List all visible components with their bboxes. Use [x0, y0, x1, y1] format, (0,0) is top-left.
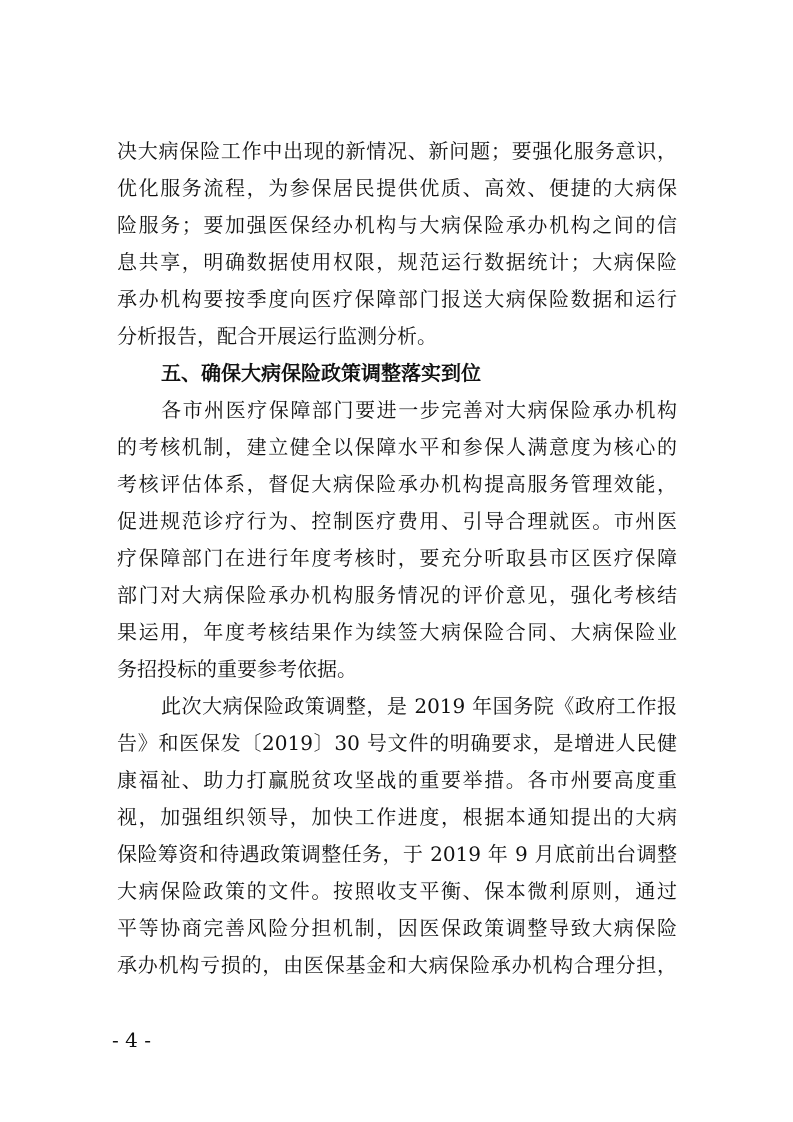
text-line: 务招投标的重要参考依据。	[117, 657, 357, 681]
text-line: 承办机构亏损的，由医保基金和大病保险承办机构合理分担，	[117, 953, 677, 977]
body-text	[117, 133, 677, 984]
page-number: - 4 -	[112, 1028, 151, 1052]
text-line: 疗保障部门在进行年度考核时，要充分听取县市区医疗保障	[117, 546, 677, 570]
text-line: 承办机构要按季度向医疗保障部门报送大病保险数据和运行	[117, 287, 677, 311]
text-line: 考核评估体系，督促大病保险承办机构提高服务管理效能，	[117, 472, 677, 496]
text-line: 视，加强组织领导，加快工作进度，根据本通知提出的大病	[117, 805, 677, 829]
text-line: 优化服务流程，为参保居民提供优质、高效、便捷的大病保	[117, 176, 677, 200]
text-line: 分析报告，配合开展运行监测分析。	[117, 324, 437, 348]
text-line: 此次大病保险政策调整，是 2019 年国务院《政府工作报	[161, 694, 677, 718]
text-line: 险服务；要加强医保经办机构与大病保险承办机构之间的信	[117, 213, 677, 237]
text-line: 果运用，年度考核结果作为续签大病保险合同、大病保险业	[117, 620, 677, 644]
section-heading: 五、确保大病保险政策调整落实到位	[161, 361, 481, 385]
text-line: 大病保险政策的文件。按照收支平衡、保本微利原则，通过	[117, 879, 677, 903]
text-line: 决大病保险工作中出现的新情况、新问题；要强化服务意识，	[117, 139, 677, 163]
text-line: 的考核机制，建立健全以保障水平和参保人满意度为核心的	[117, 435, 677, 459]
text-line: 促进规范诊疗行为、控制医疗费用、引导合理就医。市州医	[117, 509, 677, 533]
text-line: 各市州医疗保障部门要进一步完善对大病保险承办机构	[161, 398, 677, 422]
text-line: 告》和医保发〔2019〕30 号文件的明确要求，是增进人民健	[117, 731, 677, 755]
text-line: 部门对大病保险承办机构服务情况的评价意见，强化考核结	[117, 583, 677, 607]
text-line: 保险筹资和待遇政策调整任务，于 2019 年 9 月底前出台调整	[117, 842, 677, 866]
text-line: 平等协商完善风险分担机制，因医保政策调整导致大病保险	[117, 916, 677, 940]
text-line: 息共享，明确数据使用权限，规范运行数据统计；大病保险	[117, 250, 677, 274]
text-line: 康福祉、助力打赢脱贫攻坚战的重要举措。各市州要高度重	[117, 768, 677, 792]
